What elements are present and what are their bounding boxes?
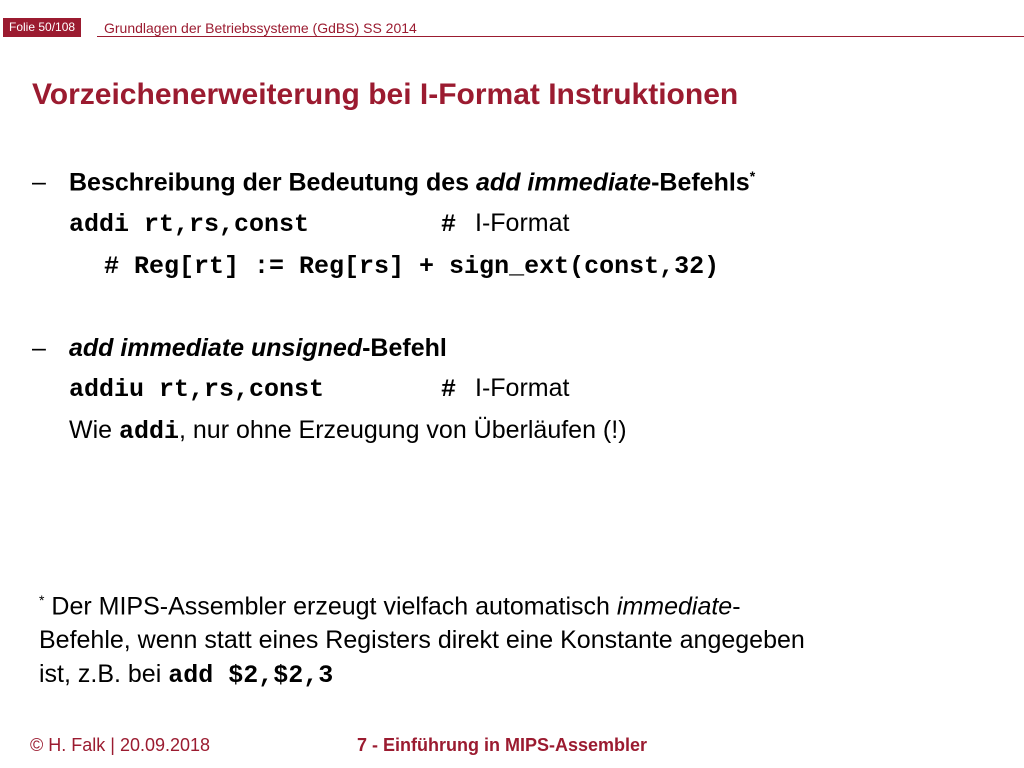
footnote [39,583,939,693]
footnote-line-1 [39,583,939,623]
footnote-line1-pre: Der MIPS-Assembler erzeugt vielfach automatisch [44,592,617,621]
section1-code-semantics: # Reg[rt] := Reg[rs] + sign_ext(const,32) [104,252,720,281]
footnote-marker: * [749,168,756,184]
section2-description [69,416,627,446]
section2-text-pre: Wie [69,416,119,444]
section1-code-hash: # [441,210,457,239]
section2-text-code: addi [119,417,180,446]
footnote-line-3 [39,657,939,693]
slide-counter-badge: Folie 50/108 [3,18,81,37]
footnote-line3-pre: ist, z.B. bei [39,660,169,689]
slide-title: Vorzeichenerweiterung bei I-Format Instruktionen [32,78,739,111]
section2-heading-italic: add immediate unsigned [69,334,363,362]
footer-chapter: 7 - Einführung in MIPS-Assembler [357,735,648,755]
section2-heading [69,334,447,363]
section2-heading-post: -Befehl [362,334,447,362]
footnote-line3-code: add $2,$2,3 [168,661,334,691]
footer-author-date: © H. Falk | 20.09.2018 [30,735,211,755]
course-title: Grundlagen der Betriebssysteme (GdBS) SS 2014 [104,20,417,36]
bullet-dash: – [32,334,46,362]
footnote-star: * [39,592,45,608]
header-divider [97,36,1024,37]
footnote-line1-post: - [732,592,741,621]
bullet-dash: – [32,168,46,196]
slide-header [0,18,1024,42]
footnote-line-2: Befehle, wenn statt eines Registers direkt eine Konstante angegeben [39,626,805,655]
footnote-line1-italic: immediate [616,592,733,621]
section2-code-hash: # [441,375,457,404]
section1-heading-italic: add immediate [476,168,652,197]
section1-heading-post: -Befehls [651,168,750,197]
section1-code-addi: addi rt,rs,const [69,210,310,239]
section1-heading-pre: Beschreibung der Bedeutung des [69,168,477,197]
section1-code-comment: I-Format [475,209,570,237]
section2-code-comment: I-Format [475,374,570,402]
section1-heading [69,168,755,197]
section2-code-addiu: addiu rt,rs,const [69,375,325,404]
section2-text-post: , nur ohne Erzeugung von Überläufen (!) [179,416,627,444]
